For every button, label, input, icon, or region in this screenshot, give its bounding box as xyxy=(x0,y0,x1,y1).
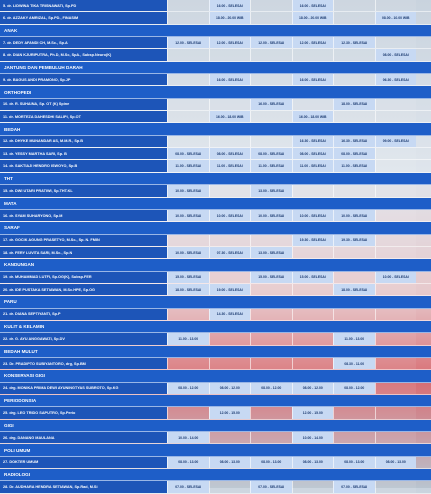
specialty-label: BEDAH MULUT xyxy=(4,348,38,354)
specialty-label: THT xyxy=(4,175,13,181)
schedule-slot xyxy=(250,333,292,344)
schedule-slot: 18.00 - SELESAI xyxy=(333,284,375,295)
specialty-header xyxy=(0,346,431,358)
schedule-slot xyxy=(167,309,209,320)
schedule-slot xyxy=(292,49,334,60)
schedule-slot: 08.00 - SELESAI xyxy=(292,148,334,159)
doctor-name: 21. dr. DIANA SEPTIYANTI, Sp.P xyxy=(0,309,167,320)
schedule-slot: 15.00 - SELESAI xyxy=(250,272,292,283)
doctor-row xyxy=(0,160,431,172)
doctor-row xyxy=(0,99,431,111)
schedule-slot xyxy=(292,333,334,344)
schedule-slot: 07.00 - SELESAI xyxy=(250,481,292,492)
specialty-header xyxy=(0,321,431,333)
schedule-slot xyxy=(250,407,292,418)
schedule-slot xyxy=(250,136,292,147)
doctor-row xyxy=(0,309,431,321)
doctor-row xyxy=(0,333,431,345)
specialty-header xyxy=(0,420,431,432)
schedule-slot xyxy=(292,481,334,492)
specialty-header xyxy=(0,25,431,37)
schedule-slot: 16.30 - SELESAI xyxy=(333,136,375,147)
doctor-row xyxy=(0,358,431,370)
doctor-name: 22. dr. G. AYU ANGGAWATI, Sp.DV xyxy=(0,333,167,344)
doctor-row xyxy=(0,432,431,444)
doctor-name: 15. dr. DWI UTARI PRATIWI, Sp.THT.KL xyxy=(0,185,167,196)
schedule-slot: 16.30 - SELESAI xyxy=(292,136,334,147)
specialty-label: BEDAH xyxy=(4,126,21,132)
schedule-slot xyxy=(250,284,292,295)
schedule-slot xyxy=(209,358,251,369)
schedule-slot xyxy=(209,235,251,246)
schedule-slot: 12.00 - SELESAI xyxy=(292,37,334,48)
schedule-slot: 08.00 - SELESAI xyxy=(209,148,251,159)
doctor-name: 6. dr. AZZAKY AMRIZAL, Sp.PD., FINASIM xyxy=(0,12,167,23)
schedule-slot xyxy=(375,185,417,196)
schedule-slot xyxy=(375,37,417,48)
schedule-slot: 11.00 - SELESAI xyxy=(292,160,334,171)
schedule-slot xyxy=(167,49,209,60)
schedule-slot xyxy=(375,333,417,344)
schedule-slot xyxy=(333,185,375,196)
schedule-slot: 18.00 - 20.00 WIB xyxy=(292,12,334,23)
schedule-slot xyxy=(375,358,417,369)
doctor-name: 9. dr. BAGUS ANDI PRAMONO, Sp.JP xyxy=(0,74,167,85)
schedule-slot xyxy=(167,12,209,23)
schedule-slot xyxy=(167,407,209,418)
doctor-name: 11. dr. MORTEZA DAHESDHI SALIPI, Sp.OT xyxy=(0,111,167,122)
schedule-slot xyxy=(250,235,292,246)
schedule-slot: 10.00 - SELESAI xyxy=(209,210,251,221)
schedule-slot xyxy=(333,74,375,85)
schedule-slot: 06.30 - SELESAI xyxy=(375,74,417,85)
doctor-row xyxy=(0,185,431,197)
schedule-slot xyxy=(209,481,251,492)
schedule-slot xyxy=(167,0,209,11)
doctor-row xyxy=(0,457,431,469)
schedule-slot: 10.00 - 14.00 xyxy=(292,432,334,443)
schedule-slot: 19.30 - SELESAI xyxy=(292,235,334,246)
schedule-slot: 19.30 - SELESAI xyxy=(333,235,375,246)
schedule-slot: 08.00 - 12.00 xyxy=(167,383,209,394)
doctor-name: 19. dr. MUHAMMAD LUTFI, Sp.OG(K), Subsp.FER xyxy=(0,272,167,283)
doctor-name: 23. Dr. PRADIPTO SUBIYANTORO, drg, Sp.BM xyxy=(0,358,167,369)
schedule-slot: 16.00 - SELESAI xyxy=(209,74,251,85)
schedule-slot: 16.00 - SELESAI xyxy=(209,0,251,11)
schedule-slot xyxy=(209,272,251,283)
schedule-slot xyxy=(167,235,209,246)
schedule-slot xyxy=(375,383,417,394)
specialty-label: ANAK xyxy=(4,27,18,33)
doctor-row xyxy=(0,407,431,419)
schedule-slot xyxy=(250,111,292,122)
schedule-slot xyxy=(250,74,292,85)
schedule-slot xyxy=(209,185,251,196)
schedule-slot xyxy=(333,111,375,122)
doctor-row xyxy=(0,74,431,86)
schedule-slot xyxy=(292,247,334,258)
specialty-header xyxy=(0,370,431,382)
doctor-name: 28. Dr. AUDHARA HENDRA SETIAWAN, Sp.Rad, M.Si xyxy=(0,481,167,492)
schedule-slot: 08.00 - 13.00 xyxy=(333,457,375,468)
schedule-slot: 10.00 - 14.00 xyxy=(167,432,209,443)
doctor-name: 7. dr. DEDY AFANDI CH, M.Sc., Sp.A xyxy=(0,37,167,48)
doctor-name: 13. dr. YESSY MARTHA SARI, Sp. B xyxy=(0,148,167,159)
schedule-slot xyxy=(375,247,417,258)
schedule-slot: 09.00 - SELESAI xyxy=(375,136,417,147)
schedule-slot: 08.00 - 12.00 xyxy=(209,383,251,394)
schedule-slot xyxy=(375,99,417,110)
specialty-header xyxy=(0,469,431,481)
schedule-slot xyxy=(209,333,251,344)
schedule-slot: 13.00 - SELESAI xyxy=(250,247,292,258)
schedule-slot xyxy=(375,481,417,492)
schedule-slot xyxy=(250,49,292,60)
schedule-slot: 19.00 - SELESAI xyxy=(209,284,251,295)
schedule-slot: 10.00 - SELESAI xyxy=(375,272,417,283)
schedule-slot: 08.00 - SELESAI xyxy=(375,49,417,60)
doctor-name: 10. dr. R. SUHAINA, Sp. OT (K) Spine xyxy=(0,99,167,110)
schedule-slot xyxy=(292,99,334,110)
schedule-slot xyxy=(375,235,417,246)
doctor-name: 12. dr. DHYKE MUNANDAR AS, M.M.R., Sp.B xyxy=(0,136,167,147)
schedule-slot xyxy=(292,309,334,320)
doctor-name: 17. dr. GOCIK AGUNG PRASETYO, M.Sc., Sp. N. FMIN xyxy=(0,235,167,246)
doctor-row xyxy=(0,210,431,222)
doctor-row xyxy=(0,111,431,123)
schedule-slot: 11.00 - SELESAI xyxy=(333,160,375,171)
schedule-slot: 10.00 - SELESAI xyxy=(167,210,209,221)
doctor-row xyxy=(0,0,431,12)
schedule-slot xyxy=(333,247,375,258)
schedule-slot xyxy=(167,136,209,147)
schedule-slot: 08.30 - 11.00 xyxy=(333,358,375,369)
doctor-name: 26. drg. DANANG MAULANA xyxy=(0,432,167,443)
schedule-slot xyxy=(292,284,334,295)
doctor-row xyxy=(0,136,431,148)
specialty-label: JANTUNG DAN PEMBULUH DARAH xyxy=(4,64,83,70)
schedule-slot: 18.00 - SELESAI xyxy=(333,99,375,110)
schedule-slot: 16.00 - 18.00 WIB xyxy=(209,111,251,122)
doctor-row xyxy=(0,37,431,49)
schedule-slot xyxy=(333,12,375,23)
specialty-label: POLI UMUM xyxy=(4,447,31,453)
doctor-name: 18. dr. FERY LUVITA SARI, M.Sc., Sp.N xyxy=(0,247,167,258)
schedule-slot: 16.00 - SELESAI xyxy=(250,99,292,110)
doctor-row xyxy=(0,383,431,395)
schedule-slot: 08.00 - 12.00 xyxy=(333,383,375,394)
schedule-slot: 18.00 - 20.00 WIB xyxy=(209,12,251,23)
schedule-slot: 12.30 - SELESAI xyxy=(333,37,375,48)
specialty-header xyxy=(0,395,431,407)
schedule-slot: 11.00 - 13.00 xyxy=(167,333,209,344)
doctor-row xyxy=(0,272,431,284)
schedule-slot: 18.00 - SELESAI xyxy=(167,284,209,295)
schedule-slot: 08.00 - 13.00 xyxy=(167,457,209,468)
schedule-slot xyxy=(167,111,209,122)
doctor-name: 5. dr. LIDWINA TIKA TRISNAWATI, Sp.PD xyxy=(0,0,167,11)
schedule-slot: 08.00 - SELESAI xyxy=(167,148,209,159)
doctor-name: 16. dr. SYAM SUHARYONO, Sp.M xyxy=(0,210,167,221)
schedule-slot: 14.30 - SELESAI xyxy=(209,309,251,320)
specialty-label: ORTHOPEDI xyxy=(4,89,32,95)
schedule-slot: 08.00 - SELESAI xyxy=(250,148,292,159)
schedule-slot: 10.00 - SELESAI xyxy=(333,210,375,221)
schedule-slot xyxy=(375,148,417,159)
schedule-slot xyxy=(209,432,251,443)
doctor-name: 25. drg. LEO TRIDO SAPUTRO, Sp.Perio xyxy=(0,407,167,418)
specialty-label: SARAF xyxy=(4,225,20,231)
doctor-row xyxy=(0,235,431,247)
schedule-slot xyxy=(250,432,292,443)
specialty-label: KULIT & KELAMIN xyxy=(4,324,45,330)
specialty-label: PERIODONSIA xyxy=(4,398,37,404)
schedule-slot xyxy=(209,49,251,60)
schedule-slot: 12.00 - 15.00 xyxy=(292,407,334,418)
schedule-slot: 12.00 - SELESAI xyxy=(209,37,251,48)
schedule-slot: 16.00 - SELESAI xyxy=(292,0,334,11)
specialty-label: RADIOLOGI xyxy=(4,472,31,478)
specialty-header xyxy=(0,123,431,135)
schedule-slot: 10.00 - SELESAI xyxy=(167,185,209,196)
schedule-slot xyxy=(250,309,292,320)
schedule-slot xyxy=(333,272,375,283)
doctor-name: 14. dr. SAKTIAJI HENDRO ISWOYO, Sp.B xyxy=(0,160,167,171)
specialty-label: PARU xyxy=(4,299,17,305)
specialty-header xyxy=(0,62,431,74)
schedule-slot: 08.00 - 10.00 WIB xyxy=(375,12,417,23)
schedule-slot: 08.00 - 13.00 xyxy=(250,457,292,468)
schedule-slot: 15.00 - SELESAI xyxy=(292,272,334,283)
schedule-slot xyxy=(375,432,417,443)
schedule-slot: 12.00 - SELESAI xyxy=(250,37,292,48)
specialty-label: KANDUNGAN xyxy=(4,262,35,268)
schedule-slot xyxy=(333,407,375,418)
schedule-slot: 13.00 - SELESAI xyxy=(250,185,292,196)
schedule-slot xyxy=(292,185,334,196)
schedule-slot: 08.00 - 13.00 xyxy=(209,457,251,468)
schedule-slot: 11.00 - SELESAI xyxy=(209,160,251,171)
specialty-header xyxy=(0,259,431,271)
schedule-slot xyxy=(375,0,417,11)
schedule-slot: 08.00 - 13.00 xyxy=(375,457,417,468)
schedule-slot xyxy=(209,136,251,147)
specialty-header xyxy=(0,198,431,210)
schedule-slot: 12.00 - SELESAI xyxy=(167,37,209,48)
doctor-row xyxy=(0,247,431,259)
schedule-slot: 11.00 - 13.00 xyxy=(333,333,375,344)
schedule-slot: 15.00 - SELESAI xyxy=(167,272,209,283)
schedule-slot: 08.00 - 12.00 xyxy=(250,383,292,394)
schedule-slot xyxy=(375,160,417,171)
doctor-name: 24. drg. MONIKA PRIMA DEWI AYUNINGTYAS SUBROTO, Sp.KG xyxy=(0,383,167,394)
specialty-header xyxy=(0,222,431,234)
schedule-slot xyxy=(167,99,209,110)
schedule-slot: 10.00 - SELESAI xyxy=(292,210,334,221)
specialty-header xyxy=(0,173,431,185)
schedule-slot: 08.00 - SELESAI xyxy=(333,148,375,159)
schedule-slot: 10.00 - SELESAI xyxy=(167,247,209,258)
schedule-slot: 10.00 - SELESAI xyxy=(250,210,292,221)
specialty-header xyxy=(0,86,431,98)
doctor-name: 8. dr. DIAN KJURIPUTRA, Ph.D, M.Sc, SpA., Subsp.Neuro(K) xyxy=(0,49,167,60)
schedule-slot xyxy=(250,0,292,11)
doctor-row xyxy=(0,12,431,24)
schedule-slot: 16.00 - 18.00 WIB xyxy=(292,111,334,122)
schedule-slot xyxy=(333,49,375,60)
schedule-slot xyxy=(375,284,417,295)
schedule-slot: 08.00 - 12.00 xyxy=(292,383,334,394)
schedule-slot: 08.00 - 13.00 xyxy=(292,457,334,468)
schedule-slot: 07.30 - SELESAI xyxy=(209,247,251,258)
specialty-label: MATA xyxy=(4,200,17,206)
doctor-name: 20. dr. IDE PUSTAKA SETIAWAN, M.Sc.HPE, Sp.OG xyxy=(0,284,167,295)
schedule-slot xyxy=(375,309,417,320)
specialty-label: KONSERVASI GIGI xyxy=(4,373,45,379)
schedule-slot xyxy=(375,210,417,221)
schedule-slot: 11.00 - SELESAI xyxy=(250,160,292,171)
schedule-slot xyxy=(292,358,334,369)
schedule-slot xyxy=(209,99,251,110)
schedule-slot xyxy=(250,358,292,369)
schedule-slot xyxy=(333,309,375,320)
doctor-row xyxy=(0,148,431,160)
schedule-slot xyxy=(250,12,292,23)
doctor-row xyxy=(0,49,431,61)
schedule-slot: 11.00 - SELESAI xyxy=(167,160,209,171)
doctor-name: 27. DOKTER UMUM xyxy=(0,457,167,468)
schedule-slot xyxy=(375,407,417,418)
schedule-slot xyxy=(333,432,375,443)
schedule-slot xyxy=(375,111,417,122)
specialty-header xyxy=(0,296,431,308)
specialty-header xyxy=(0,444,431,456)
doctor-row xyxy=(0,284,431,296)
schedule-slot xyxy=(167,74,209,85)
schedule-slot: 16.00 - SELESAI xyxy=(292,74,334,85)
schedule-slot xyxy=(167,358,209,369)
schedule-slot: 12.00 - 15.00 xyxy=(209,407,251,418)
schedule-slot: 07.00 - SELESAI xyxy=(333,481,375,492)
schedule-slot xyxy=(333,0,375,11)
schedule-slot: 07.00 - SELESAI xyxy=(167,481,209,492)
specialty-label: GIGI xyxy=(4,422,14,428)
